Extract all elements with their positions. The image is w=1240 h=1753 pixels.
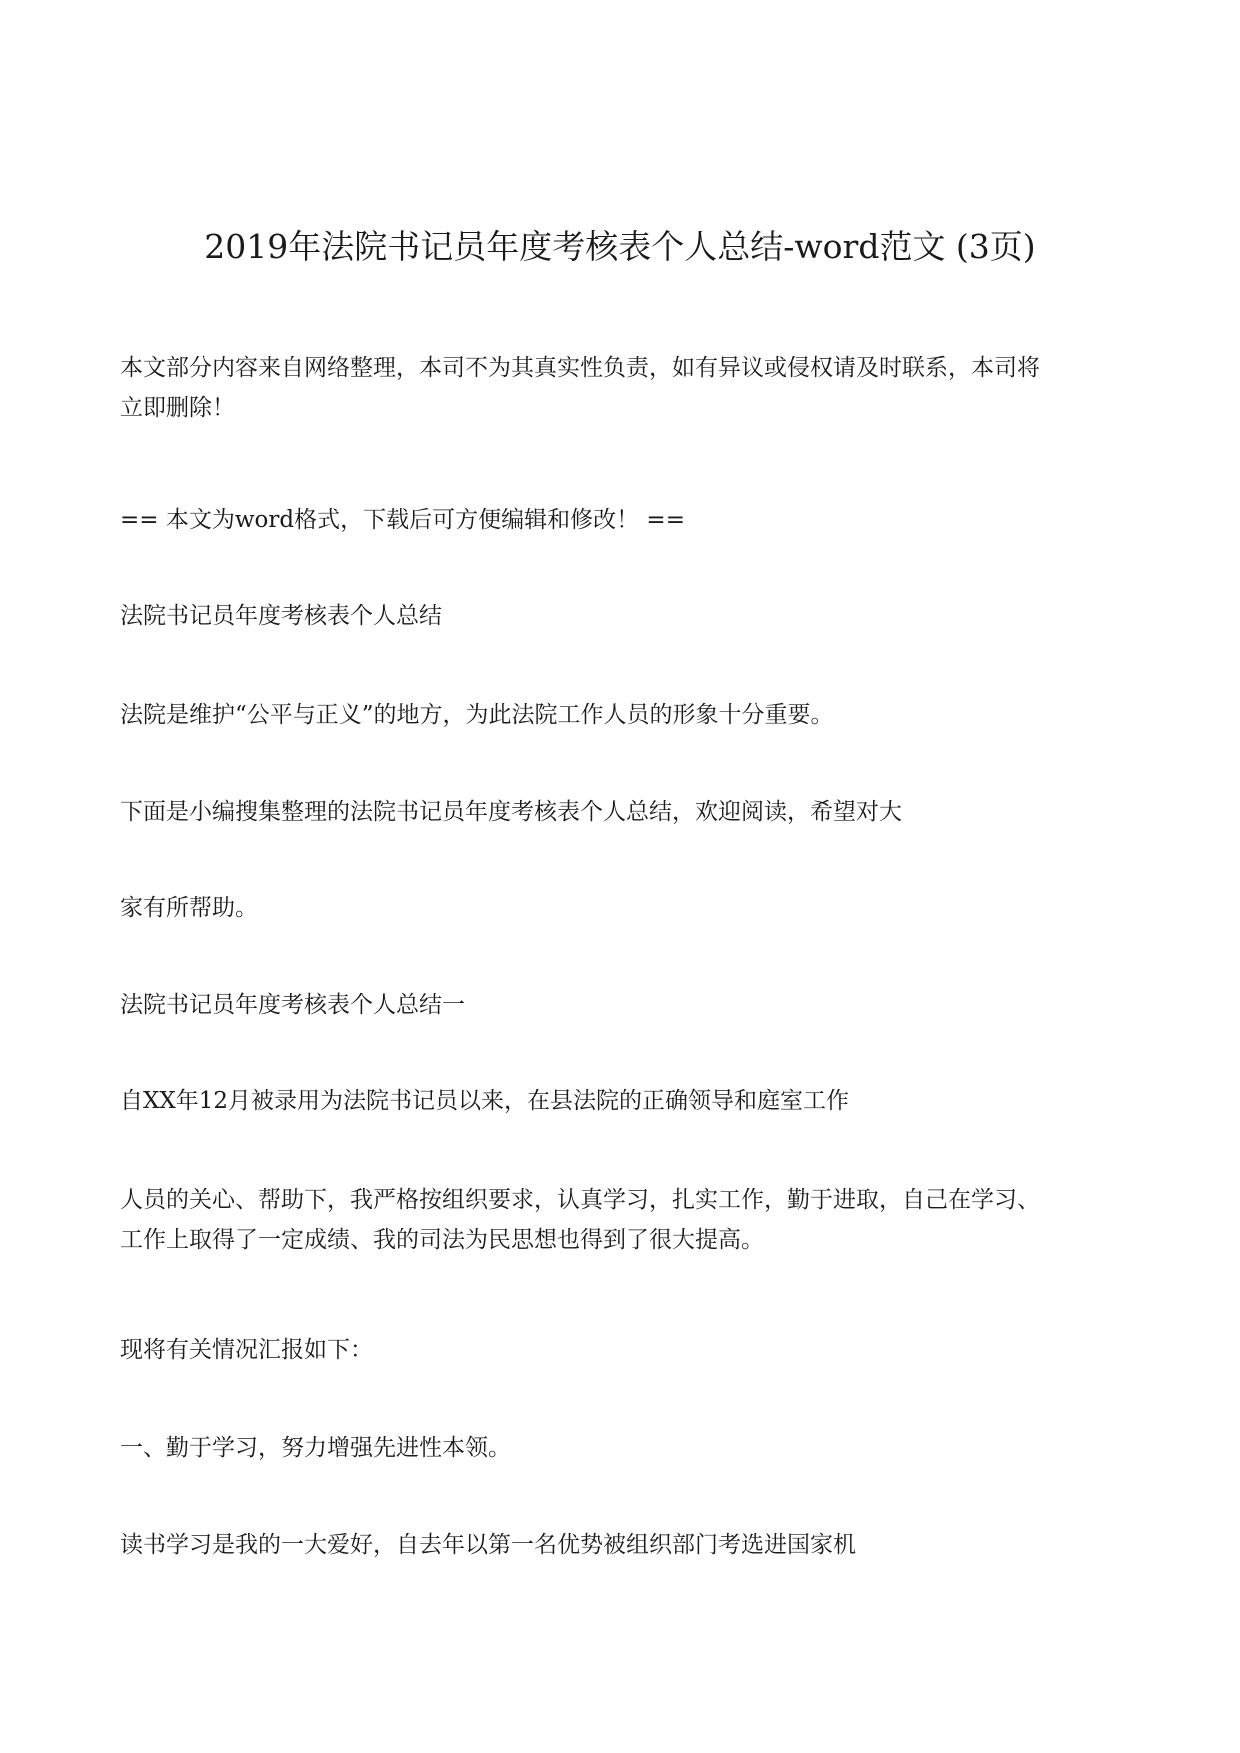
text-line: 下面是小编搜集整理的法院书记员年度考核表个人总结，欢迎阅读，希望对大: [120, 799, 902, 825]
document-title: 2019年法院书记员年度考核表个人总结-word范文 (3页): [204, 227, 1036, 266]
text-line: 人员的关心、帮助下，我严格按组织要求，认真学习，扎实工作，勤于进取，自己在学习、: [120, 1187, 1040, 1213]
body-paragraph: [120, 792, 1130, 832]
text-line: 工作上取得了一定成绩、我的司法为民思想也得到了很大提高。: [120, 1227, 764, 1253]
text-line: == 本文为word格式，下载后可方便编辑和修改！ ==: [120, 507, 685, 533]
text-line: 自XX年12月被录用为法院书记员以来，在县法院的正确领导和庭室工作: [120, 1088, 850, 1114]
text-line: 法院是维护“公平与正义”的地方，为此法院工作人员的形象十分重要。: [120, 702, 834, 728]
body-paragraph: [120, 888, 1130, 928]
text-line: 立即删除！: [120, 395, 235, 421]
text-line: 一、勤于学习，努力增强先进性本领。: [120, 1435, 511, 1461]
numbered-heading: [120, 1428, 1130, 1468]
disclaimer-paragraph: [120, 348, 1130, 428]
section-heading: [120, 985, 1130, 1025]
text-line: 家有所帮助。: [120, 895, 258, 921]
body-paragraph: [120, 1081, 1130, 1121]
text-line: 法院书记员年度考核表个人总结一: [120, 992, 465, 1018]
body-paragraph: [120, 695, 1130, 735]
format-note: [120, 500, 1130, 540]
text-line: 现将有关情况汇报如下：: [120, 1337, 373, 1363]
text-line: 读书学习是我的一大爱好，自去年以第一名优势被组织部门考选进国家机: [120, 1532, 856, 1558]
section-heading: [120, 596, 1130, 636]
body-paragraph: [120, 1180, 1130, 1260]
text-line: 法院书记员年度考核表个人总结: [120, 603, 442, 629]
body-paragraph: [120, 1525, 1130, 1565]
text-line: 本文部分内容来自网络整理，本司不为其真实性负责，如有异议或侵权请及时联系，本司将: [120, 355, 1040, 381]
body-paragraph: [120, 1330, 1130, 1370]
